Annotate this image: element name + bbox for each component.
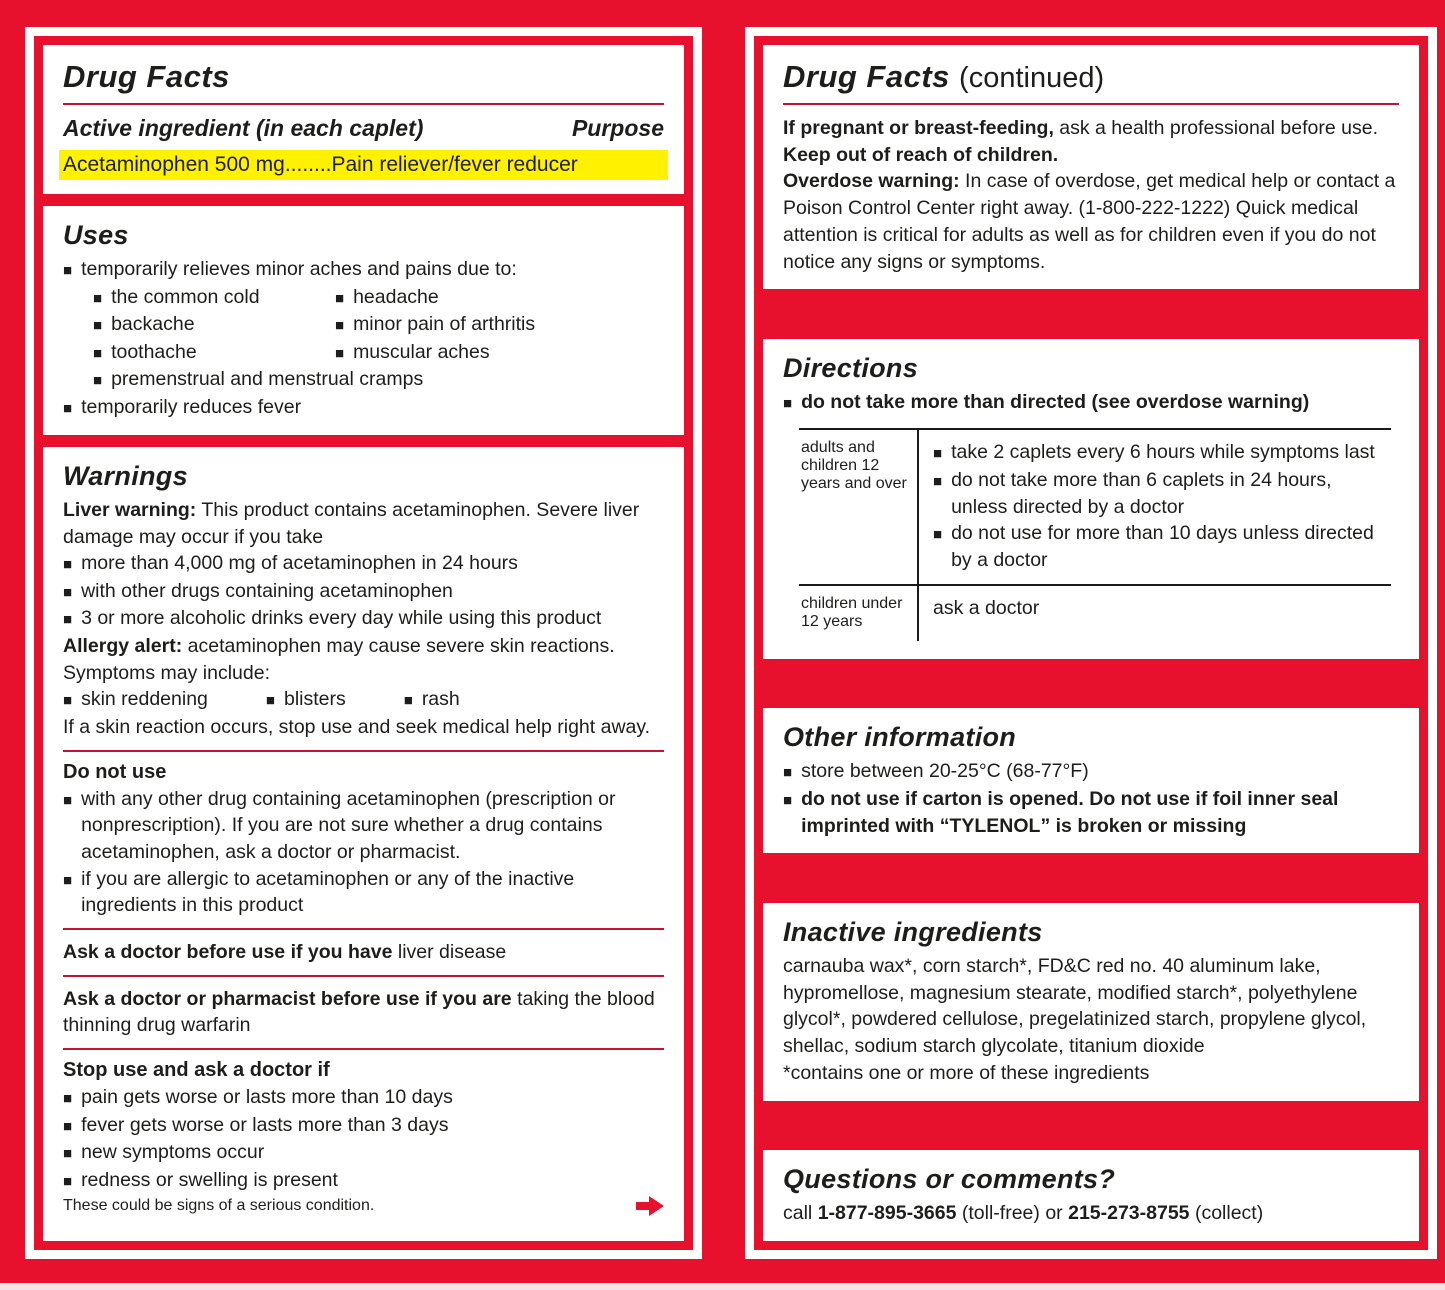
questions-box <box>763 1150 1419 1241</box>
directions-warning: ■ do not take more than directed (see overdose warning) <box>783 389 1399 417</box>
dosage-cell <box>917 430 1391 583</box>
pregnant-warning: If pregnant or breast-feeding, ask a health professional before use. <box>783 117 1378 139</box>
list-item: ■ headache <box>335 284 664 312</box>
overdose-warning: Overdose warning: In case of overdose, get medical help or contact a Poison Control Center right away. (1-800-222-1222) Quick medical attention is critical for adults as well as for children even if you do not notice any signs or symptoms. <box>783 170 1396 273</box>
collect-number: 215-273-8755 <box>1068 1202 1190 1225</box>
list-item: ■ 3 or more alcoholic drinks every day while using this product <box>63 605 664 633</box>
left-panel <box>25 27 702 1259</box>
ask-pharmacist-line: Ask a doctor or pharmacist before use if you are taking the blood thinning drug warfarin <box>63 987 655 1037</box>
drug-facts-title-text: Drug Facts <box>63 59 230 94</box>
bullet-square-icon: ■ <box>93 372 103 389</box>
section-divider <box>63 928 664 930</box>
serious-condition-text: These could be signs of a serious condition. <box>63 1197 375 1215</box>
uses-intro: ■ temporarily relieves minor aches and pains due to: <box>63 256 664 284</box>
purpose-heading: Purpose <box>571 115 664 141</box>
bullet-square-icon: ■ <box>63 583 73 601</box>
inactive-ingredients-title: Inactive ingredients <box>783 917 1043 948</box>
list-item: ■ toothache <box>93 339 335 367</box>
bullet-square-icon: ■ <box>335 289 345 307</box>
directions-box <box>763 339 1419 659</box>
continued-suffix: (continued) <box>959 62 1105 94</box>
dosage-table <box>799 428 1391 640</box>
title-divider <box>783 103 1399 105</box>
drug-facts-continued-title <box>783 59 1399 95</box>
stop-use-heading: Stop use and ask a doctor if <box>63 1059 330 1082</box>
list-item: ■ blisters <box>266 686 346 714</box>
title-divider <box>63 103 664 105</box>
bullet-square-icon: ■ <box>783 791 793 809</box>
table-row <box>799 428 1391 583</box>
toll-free-number: 1-877-895-3665 <box>817 1202 957 1225</box>
inactive-ingredients-list: carnauba wax*, corn starch*, FD&C red no. 40 aluminum lake, hypromellose, magnesium stearate, modified starch*, polyethylene glycol*, powdered cellulose, pregelatinized starch, propylene glycol, shellac, sodium starch glycolate, titanium dioxide <box>783 955 1367 1058</box>
bullet-square-icon: ■ <box>63 1117 73 1135</box>
other-info-title: Other information <box>783 722 1017 753</box>
list-item: ■ with other drugs containing acetaminophen <box>63 578 664 606</box>
bullet-square-icon: ■ <box>63 399 73 417</box>
uses-column-2 <box>335 284 664 367</box>
bullet-square-icon: ■ <box>933 445 943 463</box>
warnings-footer <box>63 1196 664 1216</box>
list-item: ■ rash <box>404 686 460 714</box>
bullet-square-icon: ■ <box>93 344 103 362</box>
bullet-square-icon: ■ <box>933 472 943 490</box>
section-divider <box>63 975 664 977</box>
list-item: ■ with any other drug containing acetaminophen (prescription or nonprescription). If you are not sure whether a drug contains acetaminophen, ask a doctor or pharmacist. <box>63 787 616 863</box>
table-row <box>799 584 1391 641</box>
list-item: ■ take 2 caplets every 6 hours while symptoms last <box>933 439 1391 467</box>
bullet-square-icon: ■ <box>335 344 345 362</box>
list-item: ■ do not use for more than 10 days unless directed by a doctor <box>933 522 1374 572</box>
ask-doctor-line: Ask a doctor before use if you have liver disease <box>63 941 507 964</box>
list-item: ■ premenstrual and menstrual cramps <box>93 366 664 394</box>
bullet-square-icon: ■ <box>335 317 345 334</box>
bullet-square-icon: ■ <box>783 394 793 412</box>
drug-facts-title-text: Drug Facts <box>783 59 950 94</box>
keep-out-of-reach: Keep out of reach of children. <box>783 143 1059 166</box>
list-item: ■ skin reddening <box>63 686 208 714</box>
allergy-alert: Allergy alert: acetaminophen may cause severe skin reactions. Symptoms may include: <box>63 634 615 684</box>
carton-edge <box>0 1283 1445 1290</box>
bullet-square-icon: ■ <box>933 526 943 544</box>
liver-warning: Liver warning: This product contains acetaminophen. Severe liver damage may occur if you take <box>63 499 640 548</box>
bullet-square-icon: ■ <box>63 1172 73 1190</box>
storage-info: ■ store between 20-25°C (68-77°F) <box>783 758 1399 786</box>
bullet-square-icon: ■ <box>63 611 73 629</box>
inactive-ingredients-box <box>763 903 1419 1101</box>
allergy-footer: If a skin reaction occurs, stop use and seek medical help right away. <box>63 715 651 738</box>
bullet-square-icon: ■ <box>63 556 73 574</box>
inactive-ingredients-footnote: *contains one or more of these ingredients <box>783 1061 1150 1084</box>
bullet-square-icon: ■ <box>265 692 275 710</box>
continue-arrow-icon <box>636 1196 664 1216</box>
list-item: ■ more than 4,000 mg of acetaminophen in 24 hours <box>63 550 664 578</box>
contact-line: call 1-877-895-3665 (toll-free) or 215-273-8755 (collect) <box>783 1202 1264 1225</box>
bullet-square-icon: ■ <box>63 791 73 809</box>
continued-box <box>763 45 1419 289</box>
age-group-cell: adults and children 12 years and over <box>801 439 907 493</box>
bullet-square-icon: ■ <box>63 692 73 710</box>
uses-column-1 <box>93 284 335 367</box>
list-item: ■ muscular aches <box>335 339 664 367</box>
uses-columns <box>93 284 664 367</box>
list-item: ■ redness or swelling is present <box>63 1167 664 1195</box>
list-item: ■ the common cold <box>93 284 335 312</box>
list-item: ■ fever gets worse or lasts more than 3 days <box>63 1112 664 1140</box>
list-item: ■ pain gets worse or lasts more than 10 days <box>63 1084 664 1112</box>
bullet-square-icon: ■ <box>63 262 73 279</box>
seal-warning: ■ do not use if carton is opened. Do not use if foil inner seal imprinted with “TYLENOL” is broken or missing <box>783 787 1339 837</box>
dosage-cell: ask a doctor <box>917 586 1391 641</box>
bullet-square-icon: ■ <box>63 871 73 889</box>
age-group-cell: children under 12 years <box>801 594 903 630</box>
warnings-title: Warnings <box>63 461 188 491</box>
bullet-square-icon: ■ <box>403 692 413 710</box>
list-item: ■ new symptoms occur <box>63 1139 664 1167</box>
uses-box <box>43 206 684 435</box>
bullet-square-icon: ■ <box>63 1090 73 1108</box>
bullet-square-icon: ■ <box>93 289 103 307</box>
list-item: ■ backache <box>93 311 335 339</box>
do-not-use-heading: Do not use <box>63 760 167 783</box>
bullet-square-icon: ■ <box>63 1145 73 1163</box>
active-ingredient-heading: Active ingredient (in each caplet) <box>63 115 424 141</box>
list-item: ■ minor pain of arthritis <box>335 311 664 339</box>
list-item: ■ if you are allergic to acetaminophen or any of the inactive ingredients in this product <box>63 867 575 917</box>
active-ingredient-value: Acetaminophen 500 mg........Pain reliever/fever reducer <box>63 153 578 176</box>
other-info-box <box>763 708 1419 853</box>
drug-facts-title <box>63 59 664 95</box>
bullet-square-icon: ■ <box>93 317 103 334</box>
section-divider <box>63 1048 664 1050</box>
uses-title: Uses <box>63 220 129 250</box>
directions-title: Directions <box>783 352 919 383</box>
questions-title: Questions or comments? <box>783 1164 1116 1195</box>
section-divider <box>63 750 664 752</box>
title-box <box>43 45 684 194</box>
active-ingredient-highlight <box>59 150 668 180</box>
list-item: ■ temporarily reduces fever <box>63 394 664 422</box>
list-item: ■ do not take more than 6 caplets in 24 hours, unless directed by a doctor <box>933 468 1332 518</box>
right-panel <box>745 27 1437 1259</box>
warnings-box <box>43 447 684 1241</box>
active-ingredient-header <box>63 115 664 142</box>
bullet-square-icon: ■ <box>783 764 793 782</box>
allergy-symptoms <box>63 686 664 714</box>
